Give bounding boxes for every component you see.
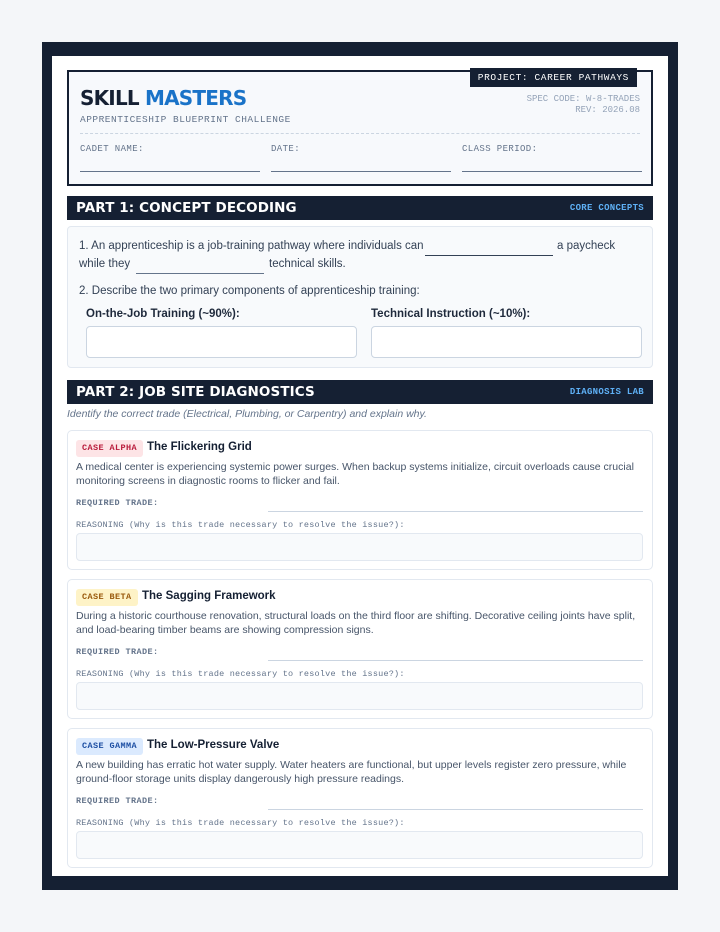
case-title: The Sagging Framework: [142, 590, 276, 602]
reasoning-label: REASONING (Why is this trade necessary to resolve the issue?):: [76, 520, 405, 530]
part2-title: PART 2: JOB SITE DIAGNOSTICS: [76, 384, 315, 400]
cadet-name-line[interactable]: [80, 171, 260, 172]
part2-header: [67, 380, 653, 404]
spec-code: SPEC CODE: W-8-TRADES: [526, 94, 640, 104]
part1-header: [67, 196, 653, 220]
blank-2[interactable]: [136, 273, 264, 274]
worksheet-header: [67, 70, 653, 186]
required-trade-line[interactable]: [268, 511, 643, 512]
reasoning-box[interactable]: [76, 682, 643, 710]
reasoning-box[interactable]: [76, 831, 643, 859]
case-description: [76, 609, 642, 637]
case-card: [67, 579, 653, 719]
question-1-mid: a paycheck: [557, 240, 616, 252]
reasoning-label: REASONING (Why is this trade necessary to resolve the issue?):: [76, 669, 405, 679]
page-title: [80, 86, 246, 110]
cadet-name-field[interactable]: [80, 144, 260, 172]
cadet-name-label: CADET NAME:: [80, 144, 144, 154]
case-card: [67, 430, 653, 570]
class-period-label: CLASS PERIOD:: [462, 144, 538, 154]
case-description-line: and load-bearing timber beams are showing compression signs.: [76, 624, 374, 636]
ojt-answer-box[interactable]: [86, 326, 357, 358]
question-1-end: technical skills.: [269, 258, 346, 270]
case-description: [76, 460, 642, 488]
title-skill: SKILL: [80, 86, 139, 110]
ojt-heading: On-the-Job Training (~90%):: [86, 308, 240, 320]
part1-tag: CORE CONCEPTS: [569, 203, 644, 213]
reasoning-label: REASONING (Why is this trade necessary to resolve the issue?):: [76, 818, 405, 828]
date-field[interactable]: [271, 144, 451, 172]
case-description-line: ground-floor storage units display dangerously high pressure readings.: [76, 773, 405, 785]
project-tag: PROJECT: CAREER PATHWAYS: [470, 68, 637, 87]
reasoning-box[interactable]: [76, 533, 643, 561]
instruction-heading: Technical Instruction (~10%):: [371, 308, 531, 320]
required-trade-label: REQUIRED TRADE:: [76, 498, 159, 508]
required-trade-line[interactable]: [268, 660, 643, 661]
part1-title: PART 1: CONCEPT DECODING: [76, 200, 297, 216]
question-1-while: while they: [79, 258, 131, 270]
case-description-line: A new building has erratic hot water supply. Water heaters are functional, but upper levels register zero pressure, while: [76, 759, 627, 771]
case-description: [76, 758, 642, 786]
header-divider: [80, 133, 640, 134]
spec-info: [527, 94, 640, 116]
date-label: DATE:: [271, 144, 301, 154]
title-masters: MASTERS: [145, 86, 247, 110]
question-2: 2. Describe the two primary components of apprenticeship training:: [79, 285, 420, 297]
class-period-line[interactable]: [462, 171, 642, 172]
required-trade-label: REQUIRED TRADE:: [76, 796, 159, 806]
case-description-line: A medical center is experiencing systemic power surges. When backup systems initialize, circuit overloads cause crucial: [76, 461, 634, 473]
required-trade-line[interactable]: [268, 809, 643, 810]
case-badge: CASE ALPHA: [76, 440, 143, 457]
part1-panel: [67, 226, 653, 368]
page-subtitle: APPRENTICESHIP BLUEPRINT CHALLENGE: [80, 114, 291, 125]
part2-instructions: Identify the correct trade (Electrical, Plumbing, or Carpentry) and explain why.: [67, 408, 427, 420]
blank-1[interactable]: [425, 255, 553, 256]
case-title: The Low-Pressure Valve: [147, 739, 280, 751]
case-title: The Flickering Grid: [147, 441, 252, 453]
case-badge: CASE BETA: [76, 589, 138, 606]
case-card: [67, 728, 653, 868]
part2-tag: DIAGNOSIS LAB: [569, 387, 644, 397]
case-description-line: During a historic courthouse renovation, structural loads on the third floor are shifting. Decorative ceiling joints have split,: [76, 610, 636, 622]
date-line[interactable]: [271, 171, 451, 172]
case-badge: CASE GAMMA: [76, 738, 143, 755]
revision: REV: 2026.08: [575, 105, 640, 115]
required-trade-label: REQUIRED TRADE:: [76, 647, 159, 657]
question-1-line1: 1. An apprenticeship is a job-training pathway where individuals can: [79, 240, 424, 252]
instruction-answer-box[interactable]: [371, 326, 642, 358]
case-description-line: monitoring screens in diagnostic rooms to flicker and fail.: [76, 475, 340, 487]
class-period-field[interactable]: [462, 144, 642, 172]
